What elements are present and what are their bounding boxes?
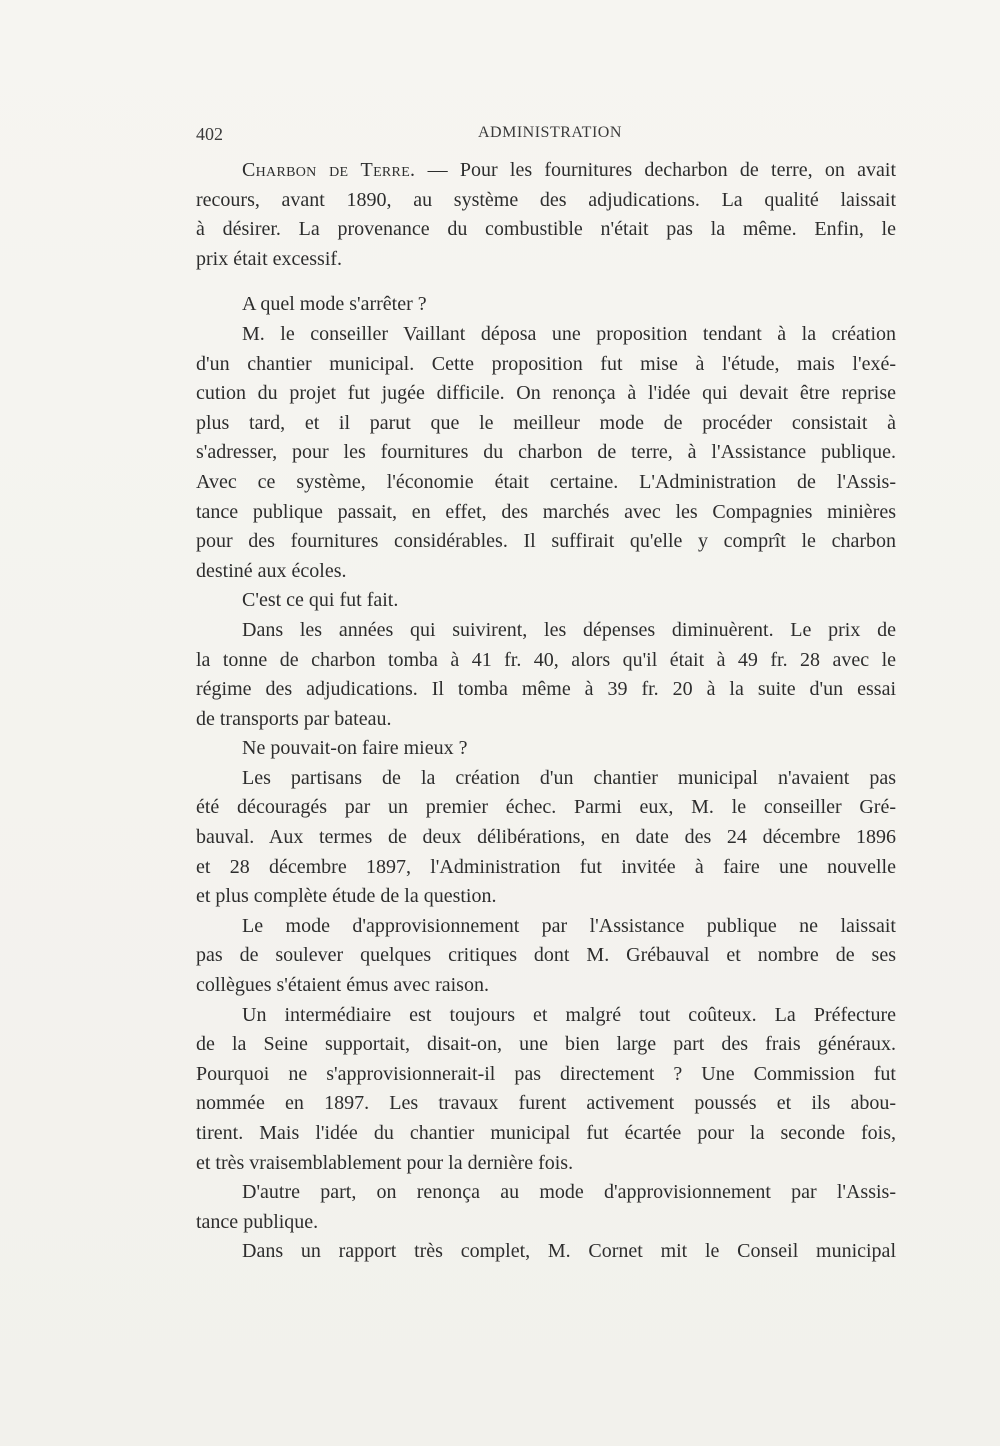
text-line-content: — Pour les fournitures decharbon de terre, on avait xyxy=(415,159,897,181)
text-line: et très vraisemblablement pour la dernière fois. xyxy=(196,1151,574,1174)
text-line: M. le conseiller Vaillant déposa une proposition tendant à la création xyxy=(242,322,896,345)
paragraph-gap xyxy=(196,274,896,290)
text-line: C'est ce qui fut fait. xyxy=(242,589,399,612)
text-line: Pourquoi ne s'approvisionnerait-il pas directement ? Une Commission fut xyxy=(196,1062,896,1085)
section-lead: Charbon de Terre. xyxy=(242,159,416,181)
text-line: Les partisans de la création d'un chantier municipal n'avaient pas xyxy=(242,766,896,789)
text-line: pour des fournitures considérables. Il suffirait qu'elle y comprît le charbon xyxy=(196,530,896,553)
text-line: nommée en 1897. Les travaux furent activement poussés et ils abou- xyxy=(196,1092,896,1115)
page-header xyxy=(196,124,896,148)
text-line: et 28 décembre 1897, l'Administration fut invitée à faire une nouvelle xyxy=(196,855,896,878)
text-line: recours, avant 1890, au système des adjudications. La qualité laissait xyxy=(196,188,896,211)
text-line: à désirer. La provenance du combustible n'était pas la même. Enfin, le xyxy=(196,218,896,241)
text-line: de la Seine supportait, disait-on, une bien large part des frais généraux. xyxy=(196,1033,896,1056)
text-line: tance publique passait, en effet, des marchés avec les Compagnies minières xyxy=(196,500,896,523)
text-line: prix était excessif. xyxy=(196,247,343,270)
text-line: tirent. Mais l'idée du chantier municipal fut écartée pour la seconde fois, xyxy=(196,1122,896,1144)
text-line: D'autre part, on renonça au mode d'approvisionnement par l'Assis- xyxy=(242,1181,896,1204)
text-line: été découragés par un premier échec. Parmi eux, M. le conseiller Gré- xyxy=(196,796,896,819)
page-number: 402 xyxy=(196,124,223,144)
text-line: Avec ce système, l'économie était certaine. L'Administration de l'Assis- xyxy=(196,470,896,493)
text-line: s'adresser, pour les fournitures du charbon de terre, à l'Assistance publique. xyxy=(196,441,896,464)
text-line: tance publique. xyxy=(196,1210,319,1233)
text-line: plus tard, et il parut que le meilleur mode de procéder consistait à xyxy=(196,411,896,434)
text-line: destiné aux écoles. xyxy=(196,559,347,582)
running-head: ADMINISTRATION xyxy=(478,124,622,141)
text-line: Un intermédiaire est toujours et malgré tout coûteux. La Préfecture xyxy=(242,1003,896,1026)
text-line xyxy=(196,156,896,186)
text-line: régime des adjudications. Il tomba même à 39 fr. 20 à la suite d'un essai xyxy=(196,678,896,701)
text-line: A quel mode s'arrêter ? xyxy=(242,293,427,316)
text-line: collègues s'étaient émus avec raison. xyxy=(196,974,489,997)
text-line: bauval. Aux termes de deux délibérations, en date des 24 décembre 1896 xyxy=(196,826,896,849)
text-line: Le mode d'approvisionnement par l'Assistance publique ne laissait xyxy=(242,914,896,937)
text-line: Dans les années qui suivirent, les dépenses diminuèrent. Le prix de xyxy=(242,618,896,641)
body-text xyxy=(196,156,896,1267)
text-line: cution du projet fut jugée difficile. On renonça à l'idée qui devait être reprise xyxy=(196,382,896,405)
text-line: Dans un rapport très complet, M. Cornet mit le Conseil municipal xyxy=(242,1240,896,1263)
text-line: Ne pouvait-on faire mieux ? xyxy=(242,737,468,760)
text-line: pas de soulever quelques critiques dont M. Grébauval et nombre de ses xyxy=(196,944,896,967)
text-line: et plus complète étude de la question. xyxy=(196,885,497,908)
text-line: d'un chantier municipal. Cette proposition fut mise à l'étude, mais l'exé- xyxy=(196,352,896,375)
text-line: de transports par bateau. xyxy=(196,707,392,730)
text-line: la tonne de charbon tomba à 41 fr. 40, alors qu'il était à 49 fr. 28 avec le xyxy=(196,648,896,671)
